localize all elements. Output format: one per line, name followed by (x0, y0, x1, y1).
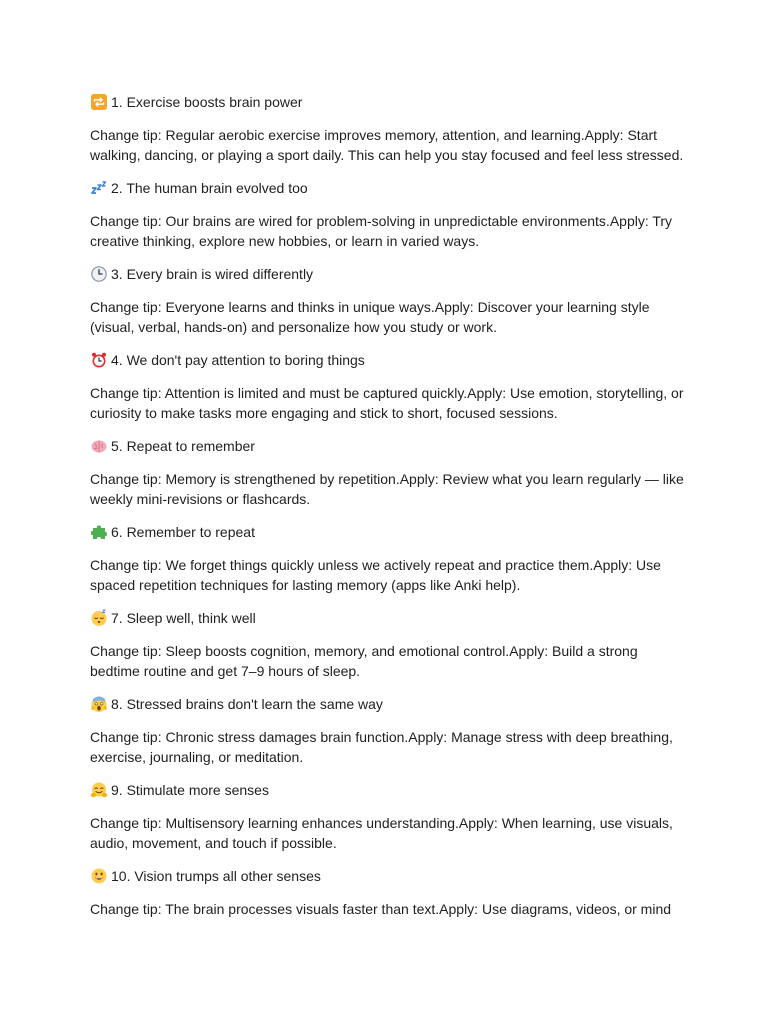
hugging-face-icon (90, 781, 108, 799)
tip-item (90, 522, 690, 595)
tip-heading (90, 694, 690, 714)
grinning-face-icon (90, 867, 108, 885)
tip-heading-text: 2. The human brain evolved too (111, 180, 308, 196)
tip-item (90, 780, 690, 853)
tip-item (90, 866, 690, 919)
tip-item (90, 350, 690, 423)
tip-heading (90, 264, 690, 284)
tip-heading-text: 1. Exercise boosts brain power (111, 94, 303, 110)
screaming-face-icon (90, 695, 108, 713)
sleeping-face-icon (90, 609, 108, 627)
tip-body: Change tip: We forget things quickly unless we actively repeat and practice them.Apply: Use spaced repetition techniques for lasting memory (apps like Anki help). (90, 557, 661, 593)
tip-heading (90, 522, 690, 542)
tip-body: Change tip: Everyone learns and thinks in unique ways.Apply: Discover your learning style (visual, verbal, hands-on) and personalize how you study or work. (90, 299, 650, 335)
document-page (90, 92, 690, 932)
tip-item (90, 264, 690, 337)
tip-heading-text: 3. Every brain is wired differently (111, 266, 314, 282)
tip-heading-text: 10. Vision trumps all other senses (111, 868, 321, 884)
tip-item (90, 436, 690, 509)
tip-body: Change tip: The brain processes visuals faster than text.Apply: Use diagrams, videos, or mind (90, 901, 672, 917)
tip-heading-text: 8. Stressed brains don't learn the same way (111, 696, 383, 712)
tip-body: Change tip: Attention is limited and must be captured quickly.Apply: Use emotion, storytelling, or curiosity to make tasks more engaging and stick to short, focused sessions. (90, 385, 684, 421)
tip-item (90, 608, 690, 681)
repeat-arrows-icon (90, 93, 108, 111)
zzz-icon (90, 179, 108, 197)
tip-body: Change tip: Multisensory learning enhances understanding.Apply: When learning, use visuals, audio, movement, and touch if possible. (90, 815, 673, 851)
tip-body: Change tip: Sleep boosts cognition, memory, and emotional control.Apply: Build a strong bedtime routine and get 7–9 hours of sleep. (90, 643, 638, 679)
tip-body: Change tip: Chronic stress damages brain function.Apply: Manage stress with deep breathing, exercise, journaling, or meditation. (90, 729, 673, 765)
tip-heading (90, 866, 690, 886)
tip-heading (90, 780, 690, 800)
tip-heading-text: 5. Repeat to remember (111, 438, 255, 454)
tip-body: Change tip: Memory is strengthened by repetition.Apply: Review what you learn regularly — like weekly mini-revisions or flashcards. (90, 471, 684, 507)
tip-item (90, 92, 690, 165)
tip-heading (90, 608, 690, 628)
tip-list (90, 92, 690, 919)
tip-body: Change tip: Regular aerobic exercise improves memory, attention, and learning.Apply: Start walking, dancing, or playing a sport daily. This can help you stay focused and feel less stressed. (90, 127, 684, 163)
tip-heading-text: 7. Sleep well, think well (111, 610, 256, 626)
tip-heading (90, 436, 690, 456)
brain-icon (90, 437, 108, 455)
puzzle-piece-icon (90, 523, 108, 541)
tip-heading-text: 9. Stimulate more senses (111, 782, 269, 798)
tip-heading (90, 350, 690, 370)
tip-heading (90, 92, 690, 112)
tip-body: Change tip: Our brains are wired for problem-solving in unpredictable environments.Apply: Try creative thinking, explore new hobbies, or learn in varied ways. (90, 213, 673, 249)
clock-icon (90, 265, 108, 283)
tip-item (90, 178, 690, 251)
tip-item (90, 694, 690, 767)
tip-heading-text: 4. We don't pay attention to boring things (111, 352, 365, 368)
tip-heading-text: 6. Remember to repeat (111, 524, 255, 540)
tip-heading (90, 178, 690, 198)
alarm-clock-icon (90, 351, 108, 369)
